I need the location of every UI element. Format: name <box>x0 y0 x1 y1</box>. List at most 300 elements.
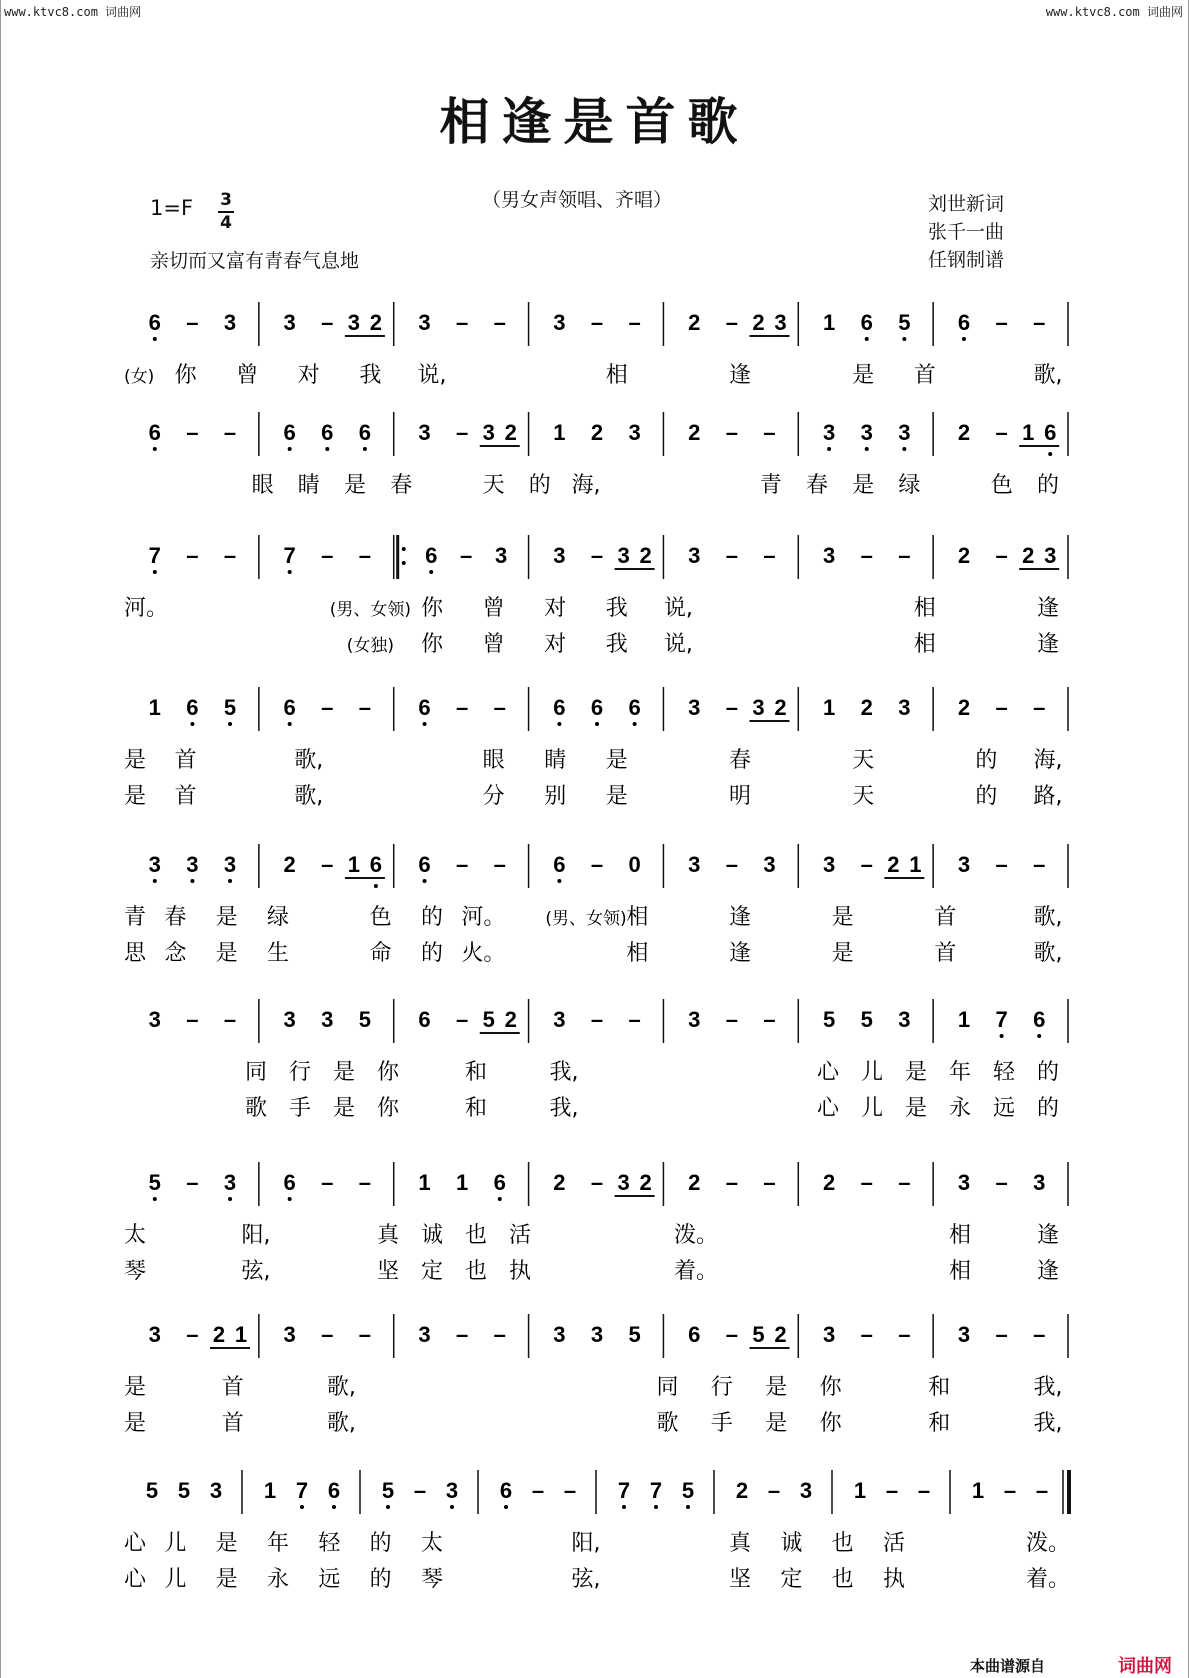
lyric: 心 <box>124 1531 147 1556</box>
octave-dot <box>865 447 869 451</box>
note: 6 <box>283 695 296 720</box>
lyric: 是 <box>124 1375 147 1400</box>
lyric: 你 <box>376 1096 400 1121</box>
lyric: 我 <box>359 363 382 388</box>
note: 2 <box>774 695 787 720</box>
note: 3 <box>822 543 836 568</box>
note: 6 <box>148 420 161 445</box>
dash: – <box>995 1170 1008 1195</box>
note: 5 <box>482 1007 495 1032</box>
note: 2 <box>752 310 765 335</box>
lyric: 命 <box>369 941 392 966</box>
dash: – <box>456 695 469 720</box>
lyric: 我, <box>1033 1411 1063 1436</box>
octave-dot <box>423 722 427 726</box>
lyric: 的 <box>1036 1096 1060 1121</box>
dash: – <box>995 310 1008 335</box>
note: 3 <box>418 310 431 335</box>
note: 3 <box>223 1170 237 1195</box>
note: 1 <box>553 420 566 445</box>
dash: – <box>186 1170 199 1195</box>
dash: – <box>456 1007 469 1032</box>
lyric: 歌, <box>1033 363 1063 388</box>
lyric: 手 <box>288 1096 312 1121</box>
lyric: 的 <box>1036 473 1060 498</box>
dash: – <box>763 420 776 445</box>
lyric: 你 <box>174 363 197 388</box>
lyric: 活 <box>882 1531 906 1556</box>
lyricist-credit: 刘世新词 <box>928 193 1005 215</box>
note: 3 <box>822 420 836 445</box>
lyric: 色 <box>369 905 392 930</box>
lyric: 春 <box>805 473 829 498</box>
dash: – <box>563 1478 577 1503</box>
note: 6 <box>425 543 438 568</box>
octave-dot <box>153 1197 157 1201</box>
note: 6 <box>321 420 334 445</box>
lyric: 说, <box>663 632 693 657</box>
dash: – <box>995 695 1008 720</box>
dash: – <box>186 1322 199 1347</box>
note: 2 <box>688 420 701 445</box>
lyric: 逢 <box>728 941 752 966</box>
note: 3 <box>209 1478 223 1503</box>
lyric: 是 <box>124 784 147 809</box>
lyric: 轻 <box>318 1531 341 1556</box>
source-note: 本曲谱源自 <box>970 1657 1046 1675</box>
lyric: 相 <box>605 363 628 388</box>
lyric: 的 <box>1036 1060 1060 1085</box>
lyric: 歌, <box>1033 905 1063 930</box>
lyric: 是 <box>904 1096 928 1121</box>
lyric: 海, <box>1033 748 1063 773</box>
note: 3 <box>553 310 566 335</box>
lyric: 逢 <box>728 905 752 930</box>
note: 3 <box>688 695 701 720</box>
lyric: 执 <box>882 1567 906 1592</box>
site-url: www.ktvc8.com <box>1045 5 1140 19</box>
dash: – <box>358 1170 372 1195</box>
note: 6 <box>358 420 372 445</box>
octave-dot <box>153 570 157 574</box>
lyric: 是 <box>904 1060 928 1085</box>
octave-dot <box>429 570 433 574</box>
note: 5 <box>148 1170 161 1195</box>
lyric: 行 <box>288 1060 312 1085</box>
note: 5 <box>898 310 911 335</box>
note: 3 <box>617 1170 630 1195</box>
octave-dot <box>654 1505 658 1509</box>
lyric: 是 <box>215 941 238 966</box>
dash: – <box>186 543 199 568</box>
lyric: 的 <box>420 941 444 966</box>
note: 5 <box>223 695 237 720</box>
dash: – <box>456 420 469 445</box>
dash: – <box>460 543 473 568</box>
note: 3 <box>957 1170 971 1195</box>
octave-dot <box>332 1505 336 1509</box>
lyric: 逢 <box>1036 596 1060 621</box>
dash: – <box>898 543 911 568</box>
note: 5 <box>358 1007 372 1032</box>
note: 1 <box>456 1170 469 1195</box>
note: 6 <box>186 695 199 720</box>
octave-dot <box>386 1505 390 1509</box>
dash: – <box>725 852 738 877</box>
note: 1 <box>957 1007 971 1032</box>
lyric: 诚 <box>780 1531 803 1556</box>
lyric: 首 <box>174 784 197 809</box>
note: 3 <box>763 852 776 877</box>
octave-dot <box>450 1505 454 1509</box>
lyric: 春 <box>728 748 752 773</box>
lyric: 是 <box>332 1096 356 1121</box>
note: 3 <box>688 852 701 877</box>
note: 7 <box>649 1478 663 1503</box>
dash: – <box>1035 1478 1049 1503</box>
lyric: 弦, <box>571 1567 601 1592</box>
site-url: www.ktvc8.com <box>4 5 98 19</box>
lyric: 你 <box>819 1375 842 1400</box>
lyric: 太 <box>420 1531 444 1556</box>
lyric: 天 <box>482 473 505 498</box>
note: 6 <box>327 1478 341 1503</box>
note: 2 <box>822 1170 836 1195</box>
note: 6 <box>957 310 971 335</box>
note: 2 <box>283 852 296 877</box>
lyric: 河。 <box>461 905 506 930</box>
note: 3 <box>799 1478 813 1503</box>
note: 1 <box>822 695 836 720</box>
note: 3 <box>898 695 911 720</box>
lyric: 诚 <box>420 1223 444 1248</box>
note: 3 <box>752 695 765 720</box>
dash: – <box>917 1478 931 1503</box>
lyric: 远 <box>992 1096 1016 1121</box>
lyric: 曾 <box>482 596 505 621</box>
lyric: 歌, <box>294 748 324 773</box>
dash: – <box>725 695 738 720</box>
lyric: 相 <box>913 596 936 621</box>
site-name: 词曲网 <box>105 5 142 19</box>
lyric: 是 <box>215 905 238 930</box>
note: 6 <box>1033 1007 1046 1032</box>
performance-note: （男女声领唱、齐唱） <box>482 189 673 211</box>
lyric: 睛 <box>544 748 567 773</box>
note: 3 <box>321 1007 334 1032</box>
dash: – <box>725 543 738 568</box>
lyric: 歌, <box>326 1411 356 1436</box>
note: 2 <box>590 420 604 445</box>
lyric: 我 <box>605 632 628 657</box>
note: 2 <box>688 310 701 335</box>
lyric: 的 <box>528 473 551 498</box>
lyric: 思 <box>124 941 147 966</box>
dash: – <box>1033 1322 1046 1347</box>
dash: – <box>767 1478 781 1503</box>
dash: – <box>223 420 237 445</box>
note: 5 <box>145 1478 159 1503</box>
note: 2 <box>735 1478 749 1503</box>
octave-dot <box>300 1505 304 1509</box>
note: 6 <box>860 310 873 335</box>
octave-dot <box>504 1505 508 1509</box>
lyric: 眼 <box>482 748 505 773</box>
lyric: 歌 <box>244 1096 268 1121</box>
lyric: 歌 <box>656 1411 679 1436</box>
lyric: 相 <box>948 1259 972 1284</box>
dash: – <box>456 310 469 335</box>
lyric: 轻 <box>992 1060 1016 1085</box>
dash: – <box>321 852 334 877</box>
dash: – <box>456 1322 469 1347</box>
lyric: 是 <box>831 941 854 966</box>
lyric: 是 <box>343 473 367 498</box>
transcriber-credit: 任钢制谱 <box>928 249 1005 271</box>
time-signature-top: 3 <box>220 190 232 210</box>
note: 3 <box>774 310 787 335</box>
dash: – <box>321 310 334 335</box>
lyric: 永 <box>266 1567 290 1592</box>
note: 2 <box>887 852 900 877</box>
note: 3 <box>617 543 630 568</box>
lyric: 的 <box>975 784 998 809</box>
lyric: 阳, <box>241 1223 271 1248</box>
dash: – <box>1003 1478 1017 1503</box>
note: 3 <box>822 852 836 877</box>
site-name: 词曲网 <box>1146 5 1183 19</box>
repeat-dot <box>402 547 406 551</box>
lyric: 泼。 <box>1025 1531 1071 1556</box>
dash: – <box>725 310 738 335</box>
lyric: 定 <box>420 1259 444 1284</box>
note: 3 <box>223 852 237 877</box>
lyric: 阳, <box>571 1531 601 1556</box>
note: 1 <box>822 310 836 335</box>
lyric: 儿 <box>860 1096 884 1121</box>
note: 6 <box>369 852 383 877</box>
lyric: 你 <box>376 1060 400 1085</box>
note: 2 <box>1022 543 1035 568</box>
composer-credit: 张千一曲 <box>928 221 1005 243</box>
note: 0 <box>628 852 641 877</box>
note: 3 <box>553 543 566 568</box>
dash: – <box>860 1170 873 1195</box>
lyric: 首 <box>934 941 957 966</box>
octave-dot <box>1037 1034 1041 1038</box>
note: 3 <box>494 543 508 568</box>
note: 6 <box>499 1478 513 1503</box>
lyric: 泼。 <box>673 1223 719 1248</box>
lyric: 曾 <box>236 363 259 388</box>
lyric: 我, <box>549 1096 579 1121</box>
lyric: 首 <box>913 363 936 388</box>
lyric: 太 <box>124 1223 147 1248</box>
lyric: 真 <box>376 1223 400 1248</box>
note: 2 <box>957 420 971 445</box>
note: 3 <box>628 420 641 445</box>
octave-dot <box>288 447 292 451</box>
lyric: 色 <box>990 473 1013 498</box>
dash: – <box>223 543 237 568</box>
lyric: 相 <box>626 941 649 966</box>
lyric: 我, <box>549 1060 579 1085</box>
lyric: 说, <box>663 596 693 621</box>
octave-dot <box>288 570 292 574</box>
dash: – <box>995 420 1008 445</box>
note: 6 <box>418 695 431 720</box>
note: 6 <box>283 420 296 445</box>
octave-dot <box>962 337 966 341</box>
note: 3 <box>957 852 971 877</box>
note: 3 <box>223 310 237 335</box>
lyric: 青 <box>124 905 147 930</box>
note: 6 <box>553 852 566 877</box>
dash: – <box>456 852 469 877</box>
dash: – <box>860 852 873 877</box>
dash: – <box>763 1170 776 1195</box>
lyric: 真 <box>728 1531 752 1556</box>
note: 2 <box>639 543 652 568</box>
lyric: 是 <box>215 1531 238 1556</box>
lyric: 和 <box>464 1060 488 1085</box>
lyric: 是 <box>332 1060 356 1085</box>
note: 3 <box>283 310 296 335</box>
note: 2 <box>504 420 517 445</box>
dash: – <box>590 852 604 877</box>
lyric: 手 <box>710 1411 733 1436</box>
octave-dot <box>423 879 427 883</box>
song-title: 相逢是首歌 <box>439 92 750 151</box>
note: 3 <box>445 1478 459 1503</box>
lyric: 也 <box>831 1567 854 1592</box>
lyric: 琴 <box>124 1259 147 1284</box>
note: 1 <box>263 1478 277 1503</box>
lyric: 逢 <box>1036 1259 1060 1284</box>
repeat-dot <box>402 561 406 565</box>
dash: – <box>493 1322 506 1347</box>
octave-dot <box>153 447 157 451</box>
dash: – <box>725 420 738 445</box>
expression-mark: 亲切而又富有青春气息地 <box>150 250 360 272</box>
note: 3 <box>1033 1170 1046 1195</box>
site-logo: 词曲网 <box>1118 1656 1172 1677</box>
dash: – <box>321 1170 334 1195</box>
lyric: 是 <box>831 905 854 930</box>
lyric: 绿 <box>898 473 921 498</box>
dash: – <box>493 852 506 877</box>
note: 6 <box>418 1007 431 1032</box>
lyric: 你 <box>420 596 444 621</box>
lyric: 和 <box>464 1096 488 1121</box>
octave-dot <box>190 879 194 883</box>
lyric: 念 <box>164 941 187 966</box>
note: 3 <box>148 1007 161 1032</box>
octave-dot <box>557 722 561 726</box>
part-label: (男、女领) <box>545 909 627 929</box>
note: 2 <box>860 695 873 720</box>
note: 1 <box>909 852 922 877</box>
lyric: 是 <box>605 748 628 773</box>
lyric: 首 <box>934 905 957 930</box>
dash: – <box>628 1007 641 1032</box>
octave-dot <box>228 1197 232 1201</box>
lyric: 年 <box>266 1531 290 1556</box>
dash: – <box>186 1007 199 1032</box>
lyric: 对 <box>544 632 567 657</box>
note: 1 <box>234 1322 248 1347</box>
note: 6 <box>148 310 161 335</box>
note: 1 <box>971 1478 985 1503</box>
dash: – <box>590 310 604 335</box>
octave-dot <box>827 447 831 451</box>
lyric: 也 <box>831 1531 854 1556</box>
lyric: 着。 <box>1025 1567 1071 1592</box>
lyric: 眼 <box>251 473 274 498</box>
octave-dot <box>288 1197 292 1201</box>
note: 1 <box>853 1478 867 1503</box>
octave-dot <box>633 722 637 726</box>
part-label: (男、女领) <box>329 600 412 620</box>
lyric: 同 <box>656 1375 679 1400</box>
lyric: 相 <box>948 1223 972 1248</box>
octave-dot <box>153 879 157 883</box>
lyric: 心 <box>816 1060 840 1085</box>
lyric: 海, <box>571 473 601 498</box>
octave-dot <box>498 1197 502 1201</box>
dash: – <box>186 420 199 445</box>
lyric: 明 <box>728 784 752 809</box>
note: 5 <box>822 1007 836 1032</box>
dash: – <box>493 695 506 720</box>
lyric: 春 <box>390 473 413 498</box>
note: 3 <box>347 310 361 335</box>
octave-dot <box>228 879 232 883</box>
lyric: 远 <box>318 1567 341 1592</box>
lyric: 坚 <box>376 1259 400 1284</box>
note: 7 <box>617 1478 631 1503</box>
note: 3 <box>148 852 161 877</box>
lyric: 定 <box>780 1567 803 1592</box>
dash: – <box>358 543 372 568</box>
note: 2 <box>553 1170 566 1195</box>
lyric: 生 <box>266 941 290 966</box>
note: 5 <box>860 1007 873 1032</box>
note: 2 <box>369 310 383 335</box>
part-label: (女) <box>124 367 155 387</box>
lyric: 春 <box>164 905 187 930</box>
lyric: 你 <box>420 632 444 657</box>
octave-dot <box>190 722 194 726</box>
note: 6 <box>590 695 604 720</box>
lyric: 你 <box>819 1411 842 1436</box>
lyric: 是 <box>765 1375 788 1400</box>
lyric: 是 <box>605 784 628 809</box>
dash: – <box>995 543 1008 568</box>
lyric: 同 <box>244 1060 268 1085</box>
lyric: 睛 <box>297 473 320 498</box>
lyric: 年 <box>948 1060 972 1085</box>
dash: – <box>898 1170 911 1195</box>
time-signature-bottom: 4 <box>220 213 232 233</box>
lyric: 是 <box>215 1567 238 1592</box>
note: 2 <box>957 543 971 568</box>
lyric: 行 <box>710 1375 733 1400</box>
lyric: 的 <box>975 748 998 773</box>
octave-dot <box>865 337 869 341</box>
lyric: 是 <box>852 473 875 498</box>
note: 3 <box>418 420 431 445</box>
